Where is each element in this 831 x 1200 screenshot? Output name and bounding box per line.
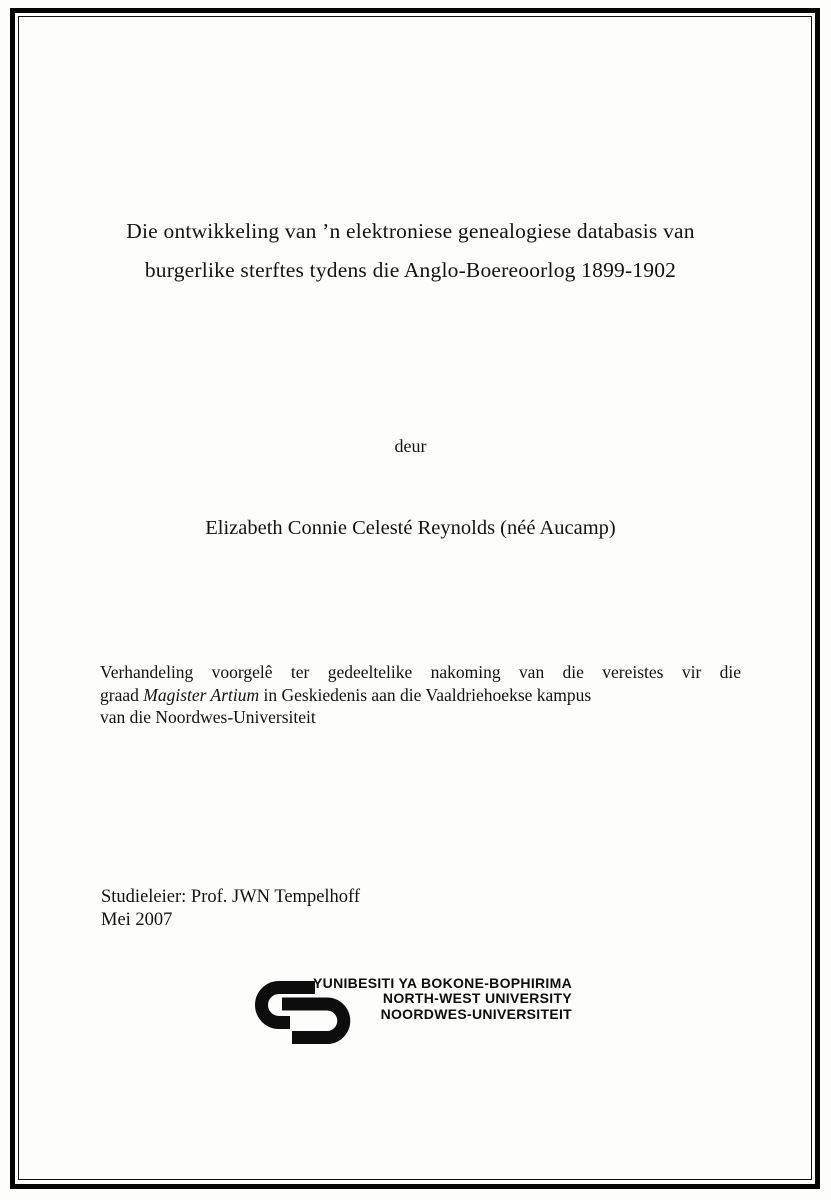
degree-statement-line2-pre: graad [100, 684, 144, 705]
thesis-title-line1: Die ontwikkeling van ’n elektroniese genealogiese databasis van [126, 219, 695, 243]
thesis-title [70, 212, 751, 290]
degree-statement-line2-post: in Geskiedenis aan die Vaaldriehoekse kampus [259, 684, 592, 705]
logo-line-setswana: YUNIBESITI YA BOKONE-BOPHIRIMA [313, 975, 572, 991]
logo-line-afrikaans: NOORDWES-UNIVERSITEIT [380, 1005, 572, 1022]
thesis-title-line2: burgerlike sterftes tydens die Anglo-Boereoorlog 1899-1902 [144, 258, 677, 282]
author-name: Elizabeth Connie Celesté Reynolds (néé Aucamp) [205, 517, 616, 539]
date-line: Mei 2007 [101, 909, 173, 930]
degree-statement [100, 661, 741, 729]
byline: deur [394, 436, 427, 456]
degree-statement-line3: van die Noordwes-Universiteit [100, 707, 316, 727]
university-logo-wordmark [313, 975, 572, 1022]
logo-line-english: NORTH-WEST UNIVERSITY [382, 990, 572, 1007]
degree-name-italic: Magister Artium [143, 684, 260, 705]
degree-statement-line1: Verhandeling voorgelê ter gedeeltelike nakoming van die vereistes vir die [100, 662, 741, 682]
degree-statement-line2 [100, 684, 741, 707]
supervisor-block [101, 886, 360, 931]
supervisor-line: Studieleier: Prof. JWN Tempelhoff [101, 887, 361, 907]
